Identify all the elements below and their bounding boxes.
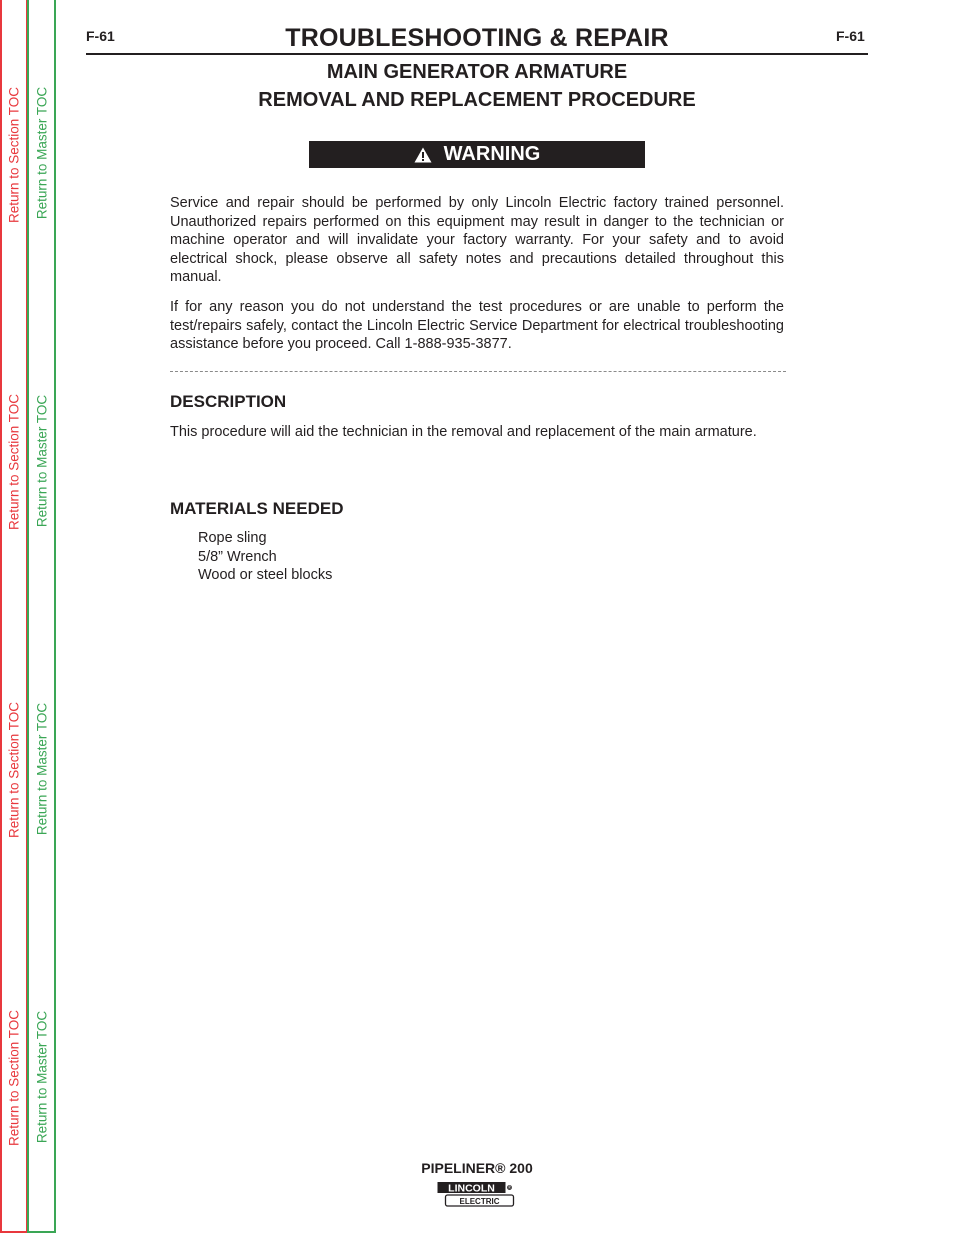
section-toc-bar: Return to Section TOC Return to Section TOC Return to Section TOC Return to Section TOC (0, 0, 28, 1233)
lincoln-electric-logo (437, 1179, 517, 1209)
logo-text-bottom: ELECTRIC (459, 1196, 500, 1206)
materials-list (198, 529, 332, 585)
description-text: This procedure will aid the technician in the removal and replacement of the main armature. (170, 424, 757, 440)
materials-heading: MATERIALS NEEDED (170, 499, 344, 518)
list-item: Rope sling (198, 530, 267, 546)
logo-text-top: LINCOLN (448, 1182, 495, 1195)
procedure-title-line-1: MAIN GENERATOR ARMATURE (326, 61, 628, 83)
warning-banner (309, 141, 645, 168)
list-item: 5/8” Wrench (198, 548, 277, 565)
warning-label: WARNING (443, 143, 541, 165)
page-number-left: F-61 (86, 28, 115, 44)
master-toc-bar: Return to Master TOC Return to Master TOC Return to Master TOC Return to Master TOC (27, 0, 56, 1233)
list-item: Wood or steel blocks (198, 567, 333, 584)
description-heading: DESCRIPTION (170, 392, 287, 411)
safety-paragraph-1: Service and repair should be performed by only Lincoln Electric factory trained personnel. Unauthorized repairs performed on this equipment may result in danger to the technician or machine operator and will invalidate your factory warranty. For your safety and to avoid electrical shock, please observe all safety notes and precautions detailed throughout this manual. (170, 195, 784, 286)
warning-triangle-icon (414, 147, 432, 163)
page-title: TROUBLESHOOTING & REPAIR (285, 24, 669, 52)
logo-registered-mark: ® (507, 1185, 512, 1191)
procedure-title-line-2: REMOVAL AND REPLACEMENT PROCEDURE (258, 89, 696, 111)
section-divider (170, 371, 786, 372)
title-rule (86, 53, 868, 55)
product-name: PIPELINER® 200 (421, 1160, 533, 1176)
page-number-right: F-61 (836, 28, 865, 44)
safety-paragraph-2: If for any reason you do not understand the test procedures or are unable to perform the test/repairs safely, contact the Lincoln Electric Service Department for electrical troubleshooting assistance before you proceed. Call 1-888-935-3877. (170, 299, 784, 353)
